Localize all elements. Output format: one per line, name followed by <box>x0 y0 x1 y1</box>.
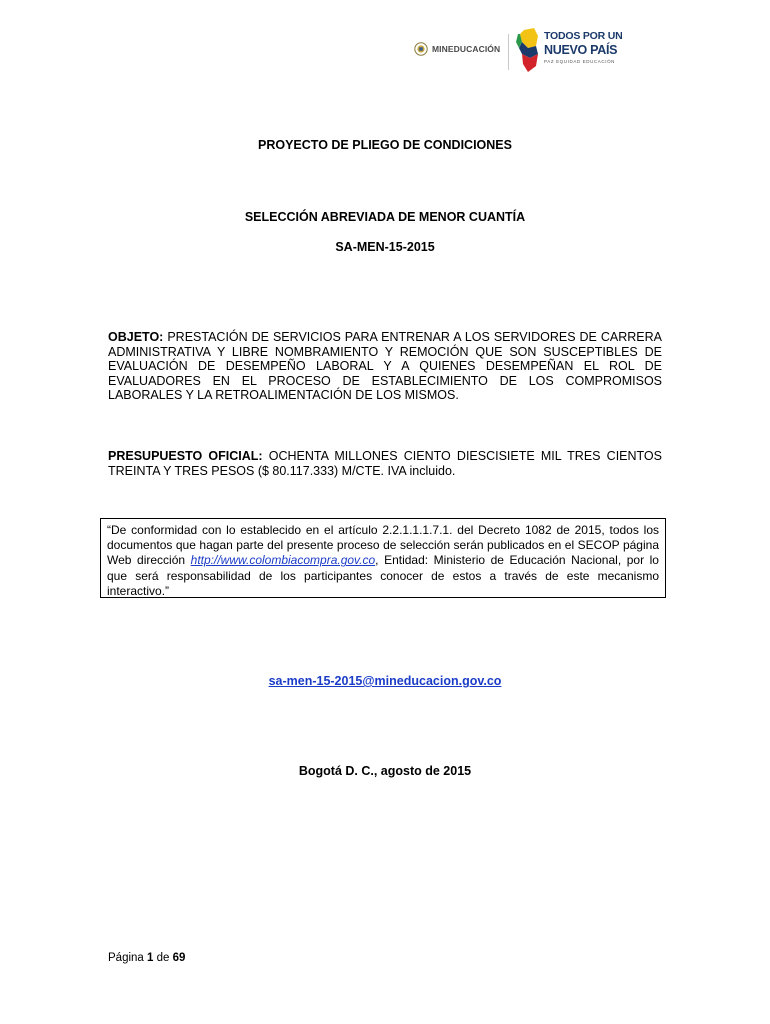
colombiacompra-link[interactable]: http://www.colombiacompra.gov.co <box>190 553 376 568</box>
notice-text-after-link: , Entidad: Ministerio de Educación Nacional, por lo que será responsabilidad de los participantes conocer de estos a través de este mecanismo interactivo.” <box>107 553 659 598</box>
objeto-label: OBJETO: <box>108 330 164 344</box>
logo-divider <box>508 34 509 70</box>
page-number: 1 <box>147 952 154 964</box>
mineducacion-logo <box>414 36 504 62</box>
page-label: Página <box>108 952 144 964</box>
colombia-map-icon <box>514 26 542 76</box>
todos-por-un-nuevo-pais-logo <box>514 26 623 78</box>
coat-of-arms-icon <box>414 42 428 56</box>
contact-email <box>0 674 770 688</box>
presupuesto-label: PRESUPUESTO OFICIAL: <box>108 449 263 463</box>
campaign-logo-tagline: PAZ EQUIDAD EDUCACIÓN <box>544 59 616 64</box>
presupuesto-text: OCHENTA MILLONES CIENTO DIESCISIETE MIL TRES CIENTOS TREINTA Y TRES PESOS ($ 80.117.333) M/CTE. IVA incluido. <box>108 449 662 478</box>
page-footer <box>108 952 185 964</box>
campaign-logo-line1: TODOS POR UN <box>544 30 623 42</box>
total-pages: 69 <box>172 952 186 964</box>
objeto-paragraph <box>108 330 662 403</box>
presupuesto-paragraph <box>108 449 662 478</box>
document-code: SA-MEN-15-2015 <box>335 240 435 254</box>
of-label: de <box>156 952 170 964</box>
notice-text-before-link: “De conformidad con lo establecido en el artículo 2.2.1.1.1.7.1. del Decreto 1082 de 2015, todos los documentos que hagan parte del presente proceso de selección serán publicados en el SECOP página Web dirección <box>107 523 659 568</box>
ministry-logo-text: MINEDUCACIÓN <box>432 44 501 54</box>
campaign-logo-line2: NUEVO PAÍS <box>544 43 618 57</box>
document-subtitle: SELECCIÓN ABREVIADA DE MENOR CUANTÍA <box>244 210 526 224</box>
secop-notice-box <box>100 518 666 598</box>
document-title: PROYECTO DE PLIEGO DE CONDICIONES <box>258 138 512 152</box>
objeto-text: PRESTACIÓN DE SERVICIOS PARA ENTRENAR A LOS SERVIDORES DE CARRERA ADMINISTRATIVA Y LIBRE NOMBRAMIENTO Y REMOCIÓN QUE SON SUSCEPTIBLES DE EVALUACIÓN DE DESEMPEÑO LABORAL Y A QUIENES DESEMPEÑAN EL ROL DE EVALUADORES EN EL PROCESO DE ESTABLECIMIENTO DE LOS COMPROMISOS LABORALES Y LA RETROALIMENTACIÓN DE LOS MISMOS. <box>108 330 662 402</box>
contact-email-link[interactable]: sa-men-15-2015@mineducacion.gov.co <box>268 674 502 688</box>
place-date: Bogotá D. C., agosto de 2015 <box>298 764 472 778</box>
